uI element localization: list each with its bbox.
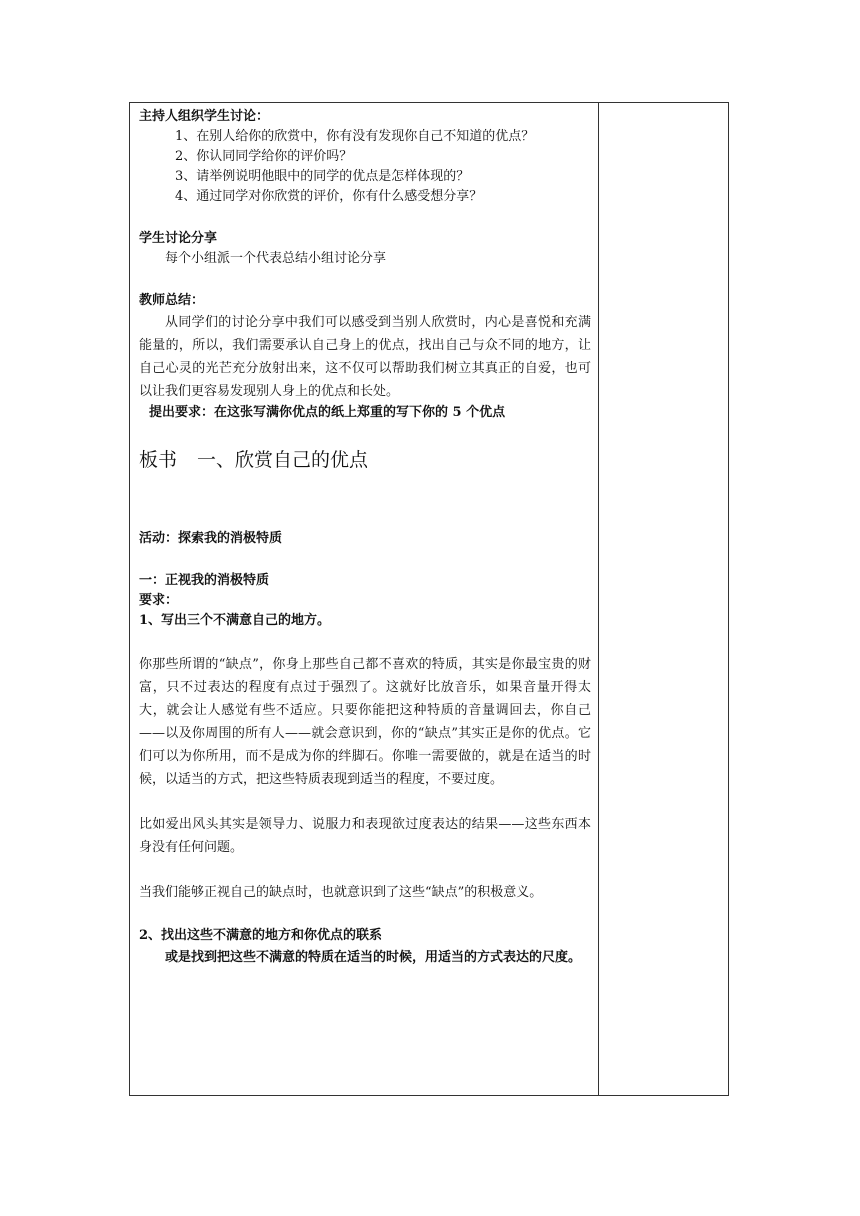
board-heading	[139, 445, 591, 475]
summary-title: 教师总结：	[139, 293, 205, 308]
share-title: 学生讨论分享	[139, 231, 218, 246]
section-title: 一：正视我的消极特质	[139, 573, 270, 588]
share-text: 每个小组派一个代表总结小组讨论分享	[165, 251, 387, 266]
board-title: 一、欣赏自己的优点	[197, 449, 369, 471]
summary-text: 从同学们的讨论分享中我们可以感受到当别人欣赏时，内心是喜悦和充满能量的，所以，我们需要承认自己身上的优点，找出自己与众不同的地方，让自己心灵的光芒充分放射出来，这不仅可以帮助我们树立其真正的自爱，也可以让我们更容易发现别人身上的优点和长处。	[139, 315, 591, 399]
discussion-title: 主持人组织学生讨论：	[139, 109, 270, 124]
activity-title: 活动：探索我的消极特质	[139, 531, 283, 546]
discussion-question: 2、你认同同学给你的评价吗？	[175, 149, 353, 164]
requirement-label: 要求：	[139, 593, 179, 608]
paragraph-1: 你那些所谓的“缺点”，你身上那些自己都不喜欢的特质，其实是你最宝贵的财富，只不过表达的程度有点过于强烈了。这就好比放音乐，如果音量开得太大，就会让人感觉有些不适应。只要你能把这种特质的音量调回去，你自己——以及你周围的所有人——就会意识到，你的“缺点”其实正是你的优点。它们可以为你所用，而不是成为你的绊脚石。你唯一需要做的，就是在适当的时候，以适当的方式，把这些特质表现到适当的程度，不要过度。	[139, 657, 591, 787]
requirement-item-2: 2、找出这些不满意的地方和你优点的联系	[139, 928, 383, 943]
board-label: 板书	[139, 449, 178, 471]
paragraph-2: 比如爱出风头其实是领导力、说服力和表现欲过度表达的结果——这些东西本身没有任何问题。	[139, 817, 591, 855]
discussion-question: 1、在别人给你的欣赏中，你有没有发现你自己不知道的优点？	[175, 129, 535, 144]
paragraph-3: 当我们能够正视自己的缺点时，也就意识到了这些“缺点”的积极意义。	[139, 885, 543, 900]
requirement-item-1: 1、写出三个不满意自己的地方。	[139, 613, 331, 628]
column-divider	[598, 103, 599, 1095]
requirement-item-2-detail: 或是找到把这些不满意的特质在适当的时候，用适当的方式表达的尺度。	[165, 950, 582, 965]
lesson-table	[129, 102, 729, 1096]
summary-requirement: 提出要求：在这张写满你优点的纸上郑重的写下你的 5 个优点	[149, 405, 506, 420]
discussion-question: 3、请举例说明他眼中的同学的优点是怎样体现的？	[175, 169, 470, 184]
lesson-content-cell	[139, 107, 591, 969]
discussion-question: 4、通过同学对你欣赏的评价，你有什么感受想分享？	[175, 189, 483, 204]
